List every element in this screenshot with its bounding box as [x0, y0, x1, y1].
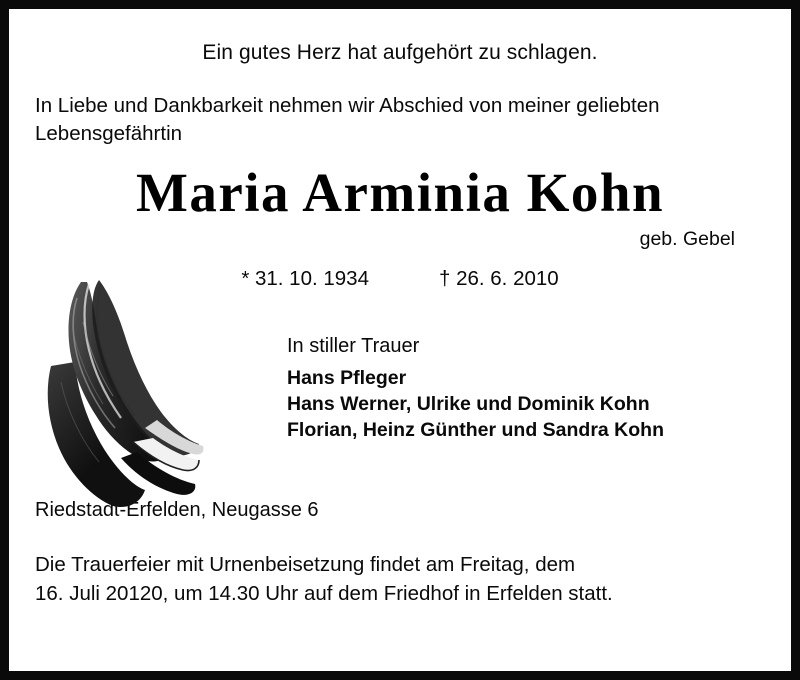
survivor-line-1: Hans Pfleger — [287, 367, 407, 390]
praying-hands-icon — [37, 262, 205, 510]
epitaph-text: Ein gutes Herz hat aufgehört zu schlagen. — [202, 41, 598, 64]
intro-text: In Liebe und Dankbarkeit nehmen wir Abschied von meiner geliebten Lebensgefährtin — [35, 94, 660, 145]
deceased-name: Maria Arminia Kohn — [135, 162, 665, 224]
ceremony-line-2: 16. Juli 20120, um 14.30 Uhr auf dem Friedhof in Erfelden statt. — [35, 582, 613, 606]
survivor-line-2: Hans Werner, Ulrike und Dominik Kohn — [287, 392, 650, 415]
birth-date: * 31. 10. 1934 — [241, 267, 369, 291]
mourning-lead: In stiller Trauer — [287, 335, 420, 358]
death-date: † 26. 6. 2010 — [438, 267, 559, 291]
notice-sheet — [9, 9, 791, 671]
ceremony-line-1: Die Trauerfeier mit Urnenbeisetzung findet am Freitag, dem — [35, 553, 576, 577]
survivor-line-3: Florian, Heinz Günther und Sandra Kohn — [287, 418, 665, 441]
address-text: Riedstadt-Erfelden, Neugasse 6 — [35, 499, 319, 522]
ceremony-details — [35, 550, 765, 608]
maiden-name: geb. Gebel — [639, 228, 735, 251]
